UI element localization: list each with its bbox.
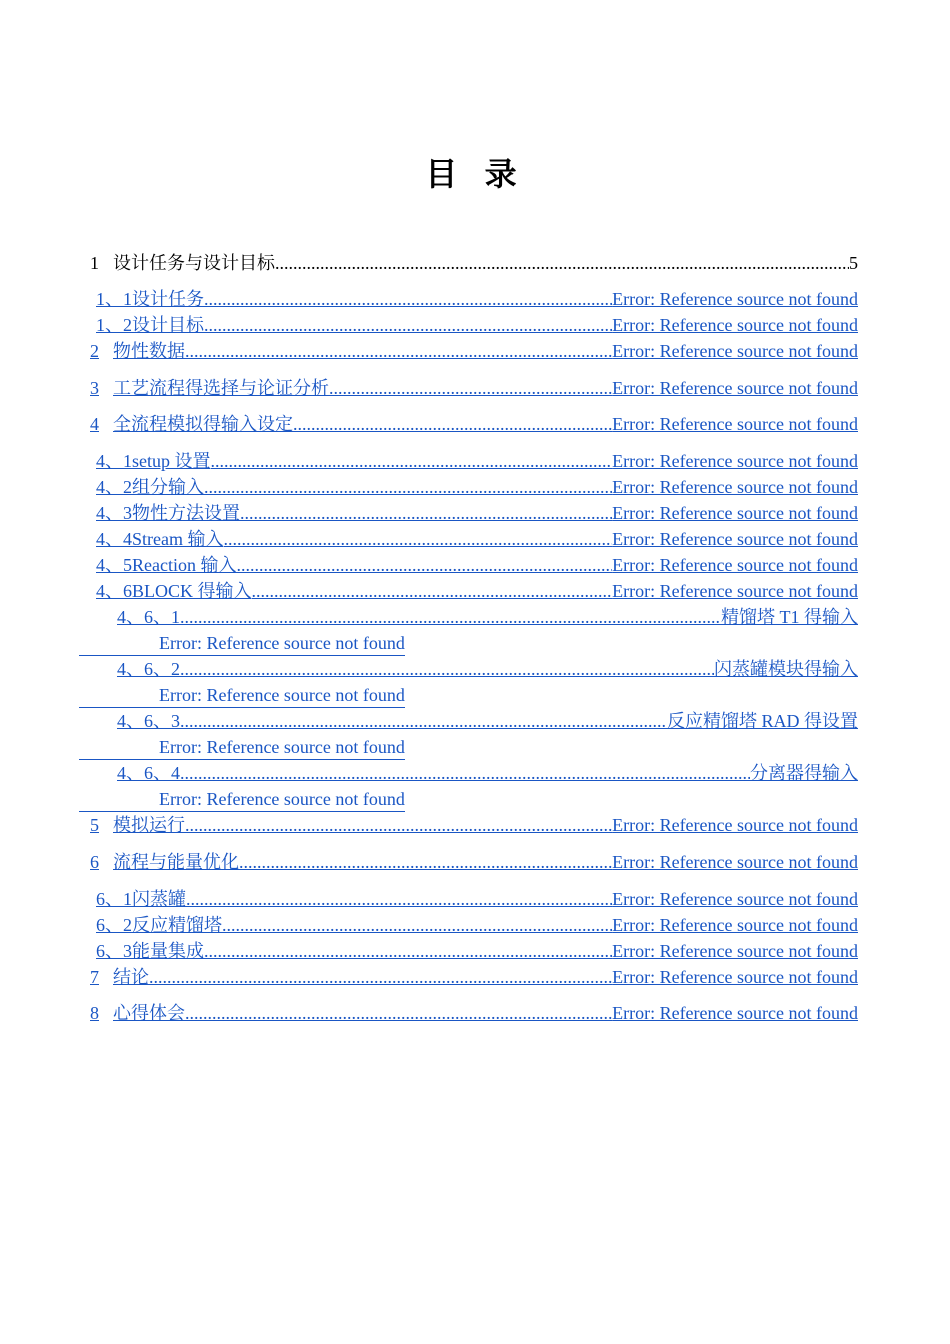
toc-entry-page: Error: Reference source not found bbox=[612, 451, 858, 471]
toc-entry-label: 设计目标 bbox=[132, 315, 204, 335]
toc-entry-number: 4、6、1 bbox=[117, 607, 180, 627]
toc-entry-page: Error: Reference source not found bbox=[612, 477, 858, 497]
toc-entry-number: 6、2 bbox=[96, 915, 132, 935]
toc-entry-number: 6、1 bbox=[96, 889, 132, 909]
toc-entry-page-ref: Error: Reference source not found bbox=[159, 789, 405, 809]
toc-dot-leader bbox=[185, 813, 612, 837]
toc-entry[interactable] bbox=[90, 412, 858, 436]
toc-entry[interactable] bbox=[90, 339, 858, 363]
toc-dot-leader bbox=[204, 313, 612, 337]
toc-entry-page: Error: Reference source not found bbox=[612, 889, 858, 909]
toc-entry[interactable] bbox=[96, 501, 858, 525]
toc-entry-number: 8 bbox=[90, 1003, 99, 1023]
toc-entry-page-ref: Error: Reference source not found bbox=[159, 737, 405, 757]
toc-entry-continuation[interactable] bbox=[79, 787, 405, 812]
toc-entry-number: 1 bbox=[90, 253, 99, 273]
toc-entry-page: Error: Reference source not found bbox=[612, 1003, 858, 1023]
toc-entry-label: 物性数据 bbox=[113, 341, 185, 361]
toc-entry-page: Error: Reference source not found bbox=[612, 414, 858, 434]
toc-dot-leader bbox=[252, 579, 613, 603]
toc-entry-label: 工艺流程得选择与论证分析 bbox=[113, 378, 329, 398]
toc-entry-label: 设计任务与设计目标 bbox=[113, 253, 275, 273]
toc-entry-label: 反应精馏塔 bbox=[132, 915, 222, 935]
toc-dot-leader bbox=[211, 449, 613, 473]
toc-entry-number: 4、4 bbox=[96, 529, 132, 549]
toc-entry-label: 物性方法设置 bbox=[132, 503, 240, 523]
toc-entry[interactable] bbox=[90, 813, 858, 837]
toc-entry-page: Error: Reference source not found bbox=[612, 581, 858, 601]
toc-entry[interactable] bbox=[96, 887, 858, 911]
toc-entry-label: 流程与能量优化 bbox=[113, 852, 239, 872]
toc-dot-leader bbox=[185, 339, 612, 363]
toc-dot-leader bbox=[293, 412, 612, 436]
page-title: 目 录 bbox=[425, 155, 525, 193]
toc-entry-number: 4、6、4 bbox=[117, 763, 180, 783]
toc-dot-leader bbox=[180, 761, 750, 785]
toc-dot-leader bbox=[186, 887, 612, 911]
toc-dot-leader bbox=[180, 709, 667, 733]
toc-entry[interactable] bbox=[117, 709, 858, 733]
toc-entry[interactable] bbox=[96, 313, 858, 337]
toc-entry-label: 全流程模拟得输入设定 bbox=[113, 414, 293, 434]
toc-entry[interactable] bbox=[96, 913, 858, 937]
toc-entry-number: 1、2 bbox=[96, 315, 132, 335]
toc-entry-label: 模拟运行 bbox=[113, 815, 185, 835]
toc-entry[interactable] bbox=[90, 850, 858, 874]
toc-dot-leader bbox=[240, 501, 612, 525]
toc-dot-leader bbox=[180, 657, 714, 681]
toc-entry-number: 4、5 bbox=[96, 555, 132, 575]
toc-dot-leader bbox=[236, 553, 612, 577]
toc-entry-page: Error: Reference source not found bbox=[612, 815, 858, 835]
toc-entry-number: 4、1 bbox=[96, 451, 132, 471]
toc-entry-label: 闪蒸罐 bbox=[132, 889, 186, 909]
toc-entry[interactable] bbox=[90, 1001, 858, 1025]
toc-entry-label: 心得体会 bbox=[113, 1003, 185, 1023]
toc-dot-leader bbox=[149, 965, 612, 989]
toc-entry-label: 能量集成 bbox=[132, 941, 204, 961]
toc-entry-label: Stream 输入 bbox=[132, 529, 224, 549]
toc-dot-leader bbox=[275, 251, 849, 275]
toc-entry-page: Error: Reference source not found bbox=[612, 378, 858, 398]
toc-entry-label: 组分输入 bbox=[132, 477, 204, 497]
toc-entry-label: setup 设置 bbox=[132, 451, 211, 471]
toc-entry-number: 5 bbox=[90, 815, 99, 835]
toc-entry[interactable] bbox=[90, 376, 858, 400]
toc-entry-label: BLOCK 得输入 bbox=[132, 581, 252, 601]
toc-entry[interactable] bbox=[96, 449, 858, 473]
toc-entry-page: Error: Reference source not found bbox=[612, 315, 858, 335]
toc-entry[interactable] bbox=[90, 965, 858, 989]
toc-entry-page: 精馏塔 T1 得输入 bbox=[721, 607, 858, 627]
toc-entry[interactable] bbox=[96, 527, 858, 551]
toc-entry-page: 反应精馏塔 RAD 得设置 bbox=[666, 711, 858, 731]
toc-entry-label: 结论 bbox=[113, 967, 149, 987]
toc-entry-label: Reaction 输入 bbox=[132, 555, 237, 575]
toc-entry-number: 4、3 bbox=[96, 503, 132, 523]
toc-entry[interactable] bbox=[96, 939, 858, 963]
toc-dot-leader bbox=[180, 605, 721, 629]
toc-entry-number: 4、6 bbox=[96, 581, 132, 601]
toc-entry-page: Error: Reference source not found bbox=[612, 555, 858, 575]
toc-entry-number: 4、6、3 bbox=[117, 711, 180, 731]
toc-entry-page-ref: Error: Reference source not found bbox=[159, 633, 405, 653]
toc-dot-leader bbox=[185, 1001, 612, 1025]
toc-dot-leader bbox=[329, 376, 612, 400]
toc-entry-page: Error: Reference source not found bbox=[612, 967, 858, 987]
toc-entry-number: 4 bbox=[90, 414, 99, 434]
toc-entry[interactable] bbox=[96, 287, 858, 311]
toc-entry-page: 闪蒸罐模块得输入 bbox=[714, 659, 858, 679]
toc-entry-page: Error: Reference source not found bbox=[612, 941, 858, 961]
toc-dot-leader bbox=[204, 475, 612, 499]
toc-entry[interactable] bbox=[96, 553, 858, 577]
toc-entry-continuation[interactable] bbox=[79, 735, 405, 760]
toc-entry-page: Error: Reference source not found bbox=[612, 852, 858, 872]
toc-entry-number: 2 bbox=[90, 341, 99, 361]
toc-dot-leader bbox=[239, 850, 612, 874]
toc-entry-page: Error: Reference source not found bbox=[612, 529, 858, 549]
toc-entry bbox=[90, 251, 858, 275]
toc-entry-number: 1、1 bbox=[96, 289, 132, 309]
toc-entry[interactable] bbox=[96, 579, 858, 603]
toc-entry-number: 3 bbox=[90, 378, 99, 398]
toc-entry[interactable] bbox=[117, 761, 858, 785]
toc-entry-continuation[interactable] bbox=[79, 631, 405, 656]
toc-entry[interactable] bbox=[117, 605, 858, 629]
toc-entry-number: 7 bbox=[90, 967, 99, 987]
toc-entry[interactable] bbox=[96, 475, 858, 499]
toc-entry-continuation[interactable] bbox=[79, 683, 405, 708]
toc-entry-number: 6 bbox=[90, 852, 99, 872]
toc-entry[interactable] bbox=[117, 657, 858, 681]
toc-dot-leader bbox=[222, 913, 612, 937]
toc-entry-page-ref: Error: Reference source not found bbox=[159, 685, 405, 705]
toc-dot-leader bbox=[224, 527, 613, 551]
toc-dot-leader bbox=[204, 939, 612, 963]
toc-entry-page: Error: Reference source not found bbox=[612, 503, 858, 523]
toc-entry-number: 6、3 bbox=[96, 941, 132, 961]
toc-dot-leader bbox=[204, 287, 612, 311]
toc-entry-page: Error: Reference source not found bbox=[612, 341, 858, 361]
toc-entry-page: Error: Reference source not found bbox=[612, 289, 858, 309]
toc-entry-page: Error: Reference source not found bbox=[612, 915, 858, 935]
toc-entry-number: 4、2 bbox=[96, 477, 132, 497]
toc-entry-page: 分离器得输入 bbox=[750, 763, 858, 783]
toc-entry-number: 4、6、2 bbox=[117, 659, 180, 679]
toc-entry-label: 设计任务 bbox=[132, 289, 204, 309]
toc-entry-page: 5 bbox=[849, 253, 858, 273]
